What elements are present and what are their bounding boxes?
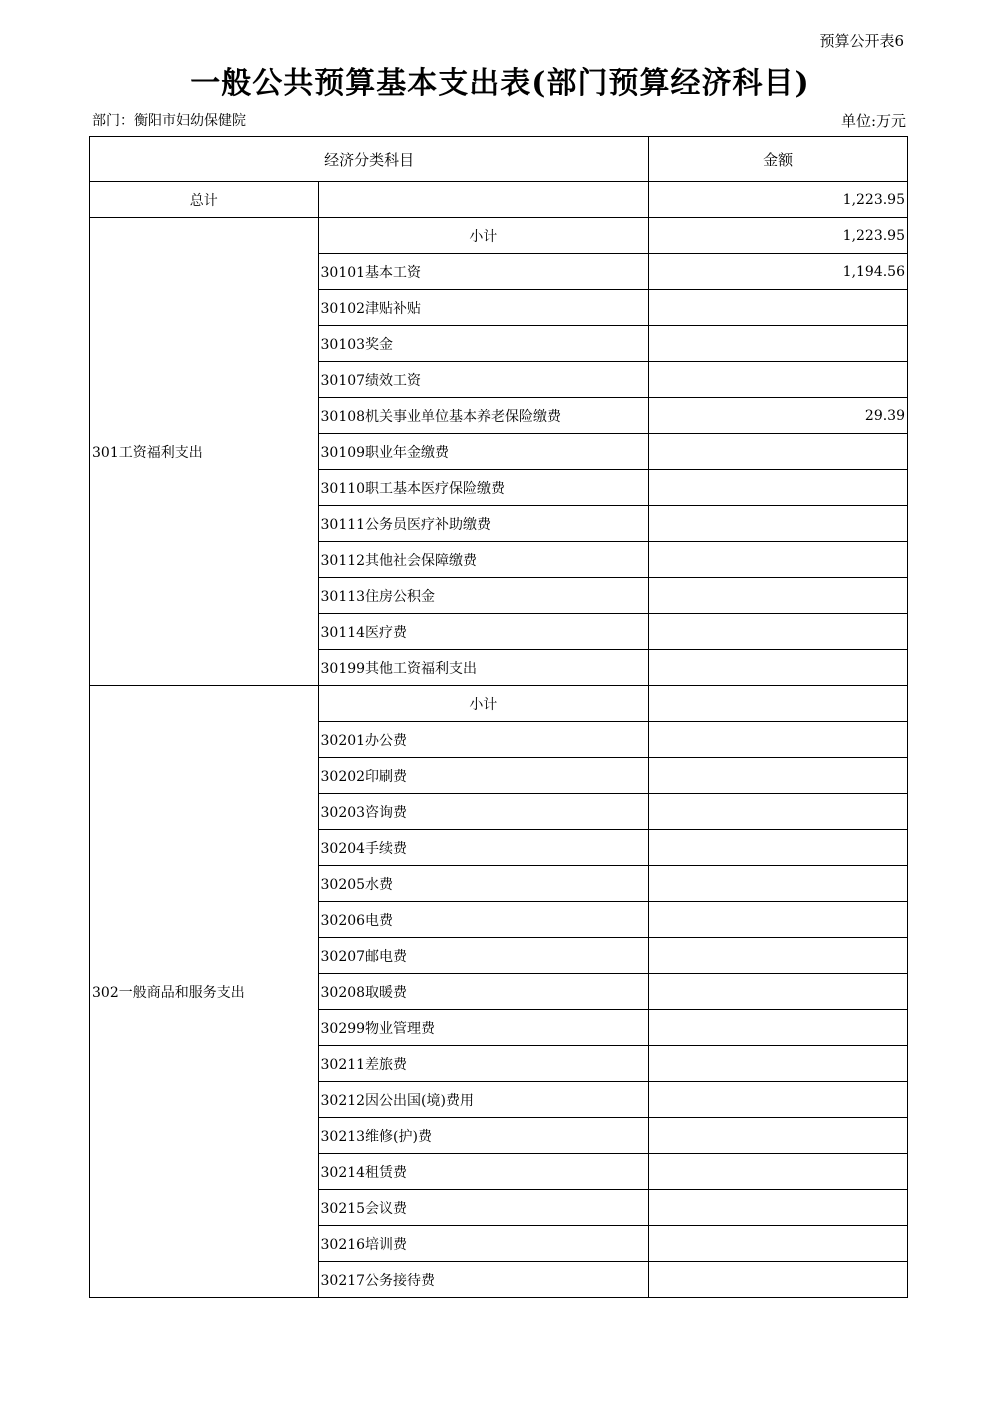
item-name: 30211差旅费 [318, 1046, 649, 1082]
subtotal-amount [649, 686, 908, 722]
item-amount [649, 650, 908, 686]
item-amount [649, 1154, 908, 1190]
item-name: 30215会议费 [318, 1190, 649, 1226]
item-name: 30111公务员医疗补助缴费 [318, 506, 649, 542]
category-name: 301工资福利支出 [90, 218, 319, 686]
item-name: 30203咨询费 [318, 794, 649, 830]
item-name: 30102津贴补贴 [318, 290, 649, 326]
item-amount [649, 866, 908, 902]
item-amount [649, 830, 908, 866]
item-name: 30207邮电费 [318, 938, 649, 974]
item-name: 30205水费 [318, 866, 649, 902]
item-name: 30201办公费 [318, 722, 649, 758]
subtotal-label: 小计 [318, 686, 649, 722]
item-amount [649, 1046, 908, 1082]
item-name: 30199其他工资福利支出 [318, 650, 649, 686]
item-amount [649, 758, 908, 794]
header-amount: 金额 [649, 137, 908, 182]
subtotal-row [90, 218, 908, 254]
item-amount: 1,194.56 [649, 254, 908, 290]
item-name: 30107绩效工资 [318, 362, 649, 398]
item-name: 30113住房公积金 [318, 578, 649, 614]
subtotal-label: 小计 [318, 218, 649, 254]
unit-label: 单位:万元 [840, 112, 906, 130]
item-amount [649, 326, 908, 362]
item-amount [649, 1262, 908, 1298]
item-amount [649, 434, 908, 470]
item-name: 30110职工基本医疗保险缴费 [318, 470, 649, 506]
item-amount [649, 578, 908, 614]
total-row [90, 182, 908, 218]
item-amount [649, 722, 908, 758]
item-amount [649, 1190, 908, 1226]
total-amount: 1,223.95 [649, 182, 908, 218]
item-name: 30204手续费 [318, 830, 649, 866]
item-name: 30214租赁费 [318, 1154, 649, 1190]
budget-table [89, 136, 908, 1298]
item-amount [649, 290, 908, 326]
budget-table-body [90, 137, 908, 1298]
item-name: 30112其他社会保障缴费 [318, 542, 649, 578]
item-amount [649, 1226, 908, 1262]
item-name: 30212因公出国(境)费用 [318, 1082, 649, 1118]
page-title: 一般公共预算基本支出表(部门预算经济科目) [190, 66, 810, 101]
item-amount [649, 794, 908, 830]
item-amount [649, 362, 908, 398]
item-name: 30208取暖费 [318, 974, 649, 1010]
item-name: 30114医疗费 [318, 614, 649, 650]
item-amount [649, 974, 908, 1010]
item-amount [649, 470, 908, 506]
header-category: 经济分类科目 [90, 137, 649, 182]
item-name: 30206电费 [318, 902, 649, 938]
item-name: 30213维修(护)费 [318, 1118, 649, 1154]
department-label: 部门：衡阳市妇幼保健院 [92, 113, 246, 129]
category-name: 302一般商品和服务支出 [90, 686, 319, 1298]
item-amount: 29.39 [649, 398, 908, 434]
item-amount [649, 614, 908, 650]
subtotal-row [90, 686, 908, 722]
item-name: 30217公务接待费 [318, 1262, 649, 1298]
item-name: 30103奖金 [318, 326, 649, 362]
item-name: 30108机关事业单位基本养老保险缴费 [318, 398, 649, 434]
total-label: 总计 [90, 182, 319, 218]
item-amount [649, 902, 908, 938]
subtotal-amount: 1,223.95 [649, 218, 908, 254]
item-amount [649, 1082, 908, 1118]
item-name: 30202印刷费 [318, 758, 649, 794]
item-amount [649, 506, 908, 542]
item-name: 30299物业管理费 [318, 1010, 649, 1046]
item-amount [649, 938, 908, 974]
form-number: 预算公开表6 [819, 32, 904, 50]
item-name: 30109职业年金缴费 [318, 434, 649, 470]
header-row [90, 137, 908, 182]
item-amount [649, 1118, 908, 1154]
item-amount [649, 1010, 908, 1046]
total-empty-cell [318, 182, 649, 218]
item-name: 30216培训费 [318, 1226, 649, 1262]
item-name: 30101基本工资 [318, 254, 649, 290]
item-amount [649, 542, 908, 578]
